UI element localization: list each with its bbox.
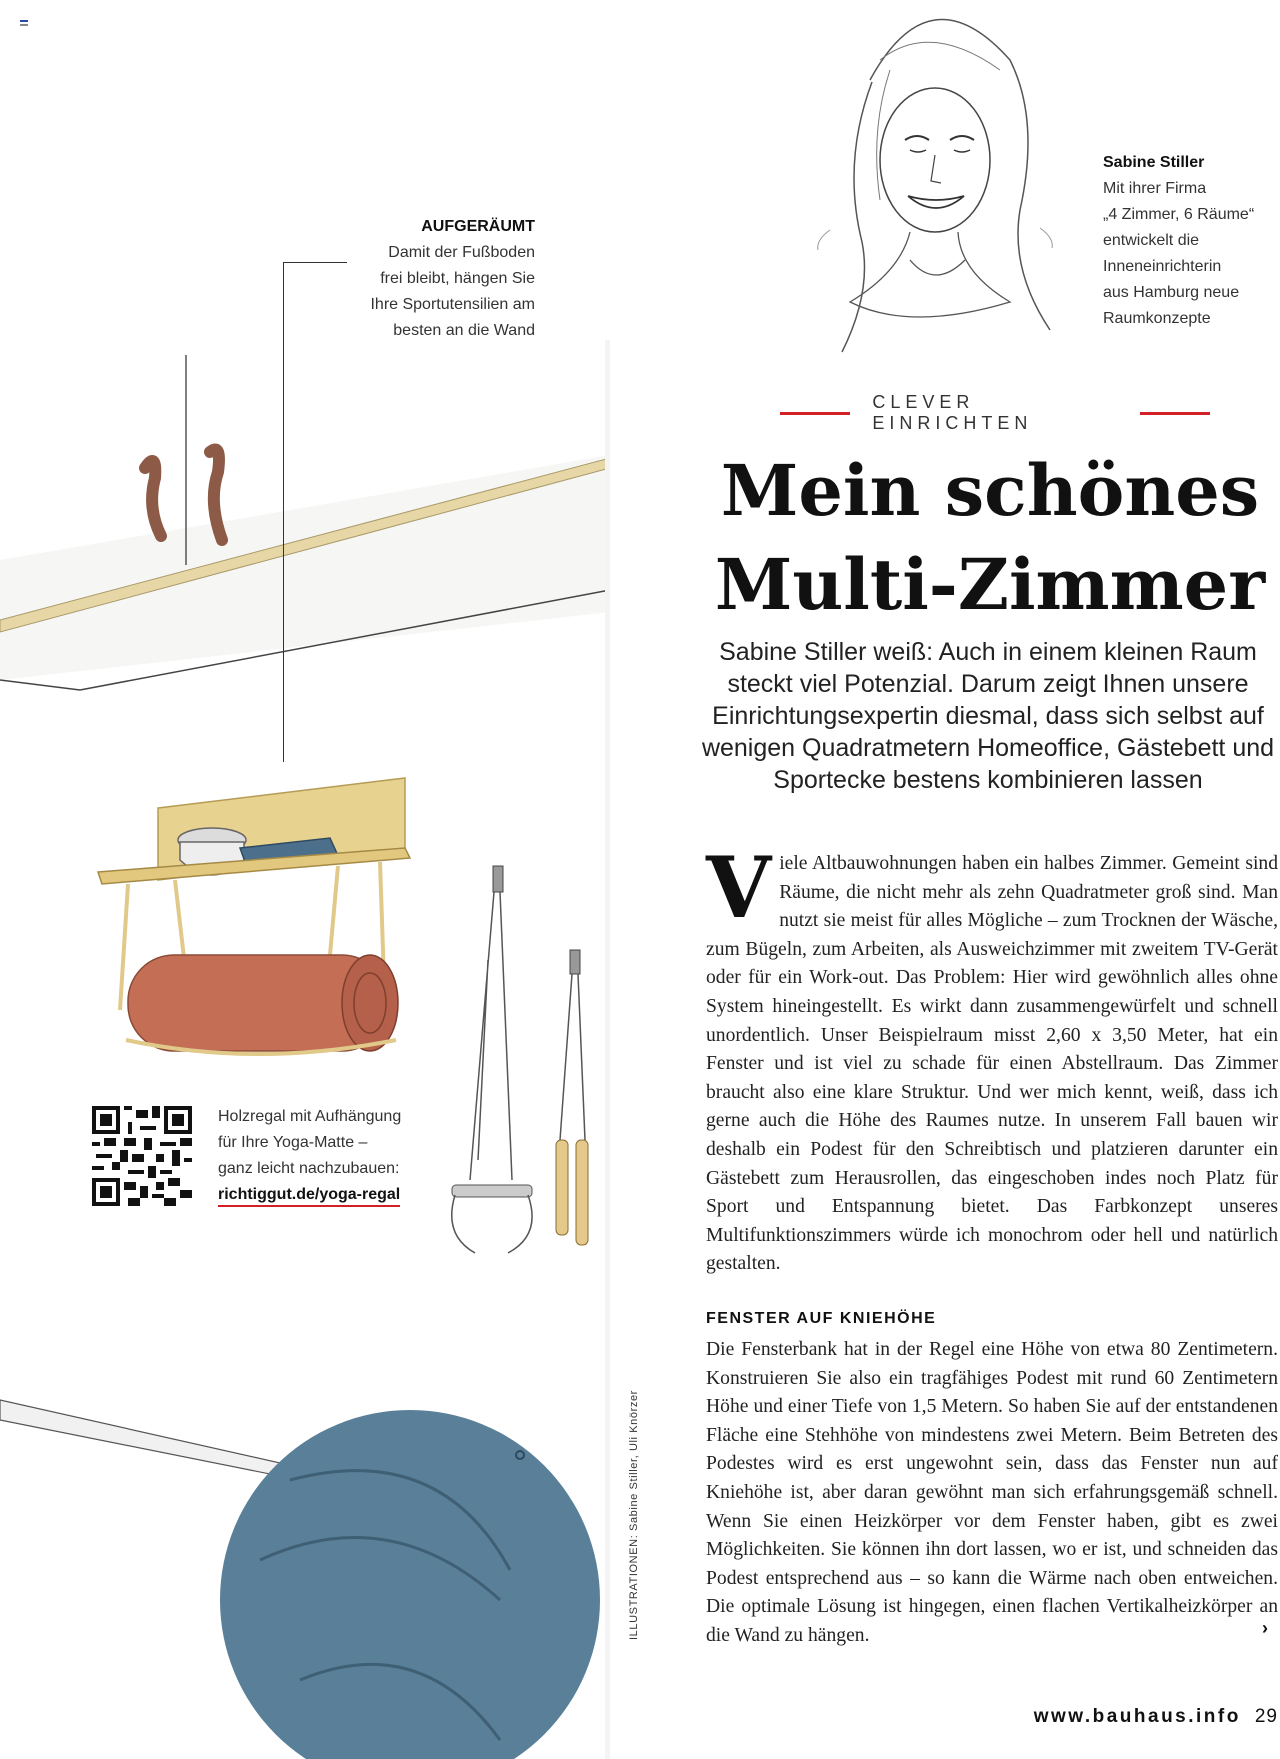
author-name: Sabine Stiller [1103,154,1205,171]
footer-site-link[interactable]: www.bauhaus.info [1033,1706,1241,1727]
callout-line: Ihre Sportutensilien am [370,296,535,313]
callout-line: frei bleibt, hängen Sie [380,270,535,287]
drop-cap: V [706,838,772,937]
page-footer [778,1706,1280,1728]
callout-aufgeraeumt [340,214,535,344]
body-paragraph: iele Altbauwohnungen haben ein halbes Zimmer. Gemeint sind Räume, die nicht mehr als zehn Quadratmeter groß sind. Man nutzt sie meist für alles Mögliche – zum Trocknen der Wäsche, zum Bügeln, zum Arbeiten, als Ausweichzimmer mit zweitem TV-Gerät oder für ein Work-out. Das Problem: Hier wird gewöhnlich alles ohne System hineingestellt. Es wirkt dann zusammengewürfelt und schnell unordentlich. Unser Beispielraum misst 2,60 x 3,50 Meter, hat ein Fenster und ist viel zu schade für einen Abstellraum. Das Zimmer braucht also eine klare Struktur. Und wer mich kennt, weiß, dass ich gerne auch die Höhe des Raumes nutze. In unserem Fall bauen wir deshalb ein Podest für den Schreibtisch und platzieren darunter ein Gästebett zum Herausrollen, das eingeschoben indes noch Platz für Sport und Entspannung bietet. Das Farbkonzept unseres Multifunktionszimmers würde ich monochrom oder hell und natürlich gestalten. [706,853,1278,1275]
callout-heading: AUFGERÄUMT [421,218,535,235]
continue-arrow-icon: › [1262,1618,1268,1638]
credit-text: ILLUSTRATIONEN: Sabine Stiller, Uli Knörzer [628,1390,640,1640]
kicker-rule-left [780,412,850,415]
author-portrait-sketch [800,0,1060,360]
qr-caption-line: Holzregal mit Aufhängung [218,1108,402,1125]
author-line: aus Hamburg neue [1103,284,1240,301]
callout-line: Damit der Fußboden [388,244,535,261]
qr-caption [218,1104,428,1208]
author-line: Inneneinrichterin [1103,258,1222,275]
author-line: entwickelt die [1103,232,1200,249]
callout-connector-vertical [283,262,284,762]
qr-caption-line: ganz leicht nachzubauen: [218,1160,400,1177]
article-body-section: Die Fensterbank hat in der Regel eine Höhe von etwa 80 Zentimetern. Konstruieren Sie also ein tragfähiges Podest mit rund 60 Zentimetern Höhe und einer Tiefe von 1,5 Metern. So haben Sie auf der entstandenen Fläche eine Stehhöhe von mindestens zwei Metern. Beim Betreten des Podestes wird es erst ungewohnt sein, dass das Fenster nun auf Kniehöhe ist, aber daran gewöhnt man sich erfahrungsgemäß schnell. Wenn Sie einen Heizkörper vor dem Fenster haben, gibt es zwei Möglichkeiten. Sie können ihn dort lassen, wo er ist, und schneiden das Podest entsprechend aus – so kann die Wärme nach oben entweichen. Die optimale Lösung ist hingegen, einen flachen Vertikalheizkörper an die Wand zu hängen. [706,1339,1278,1646]
yoga-regal-link[interactable]: richtiggut.de/yoga-regal [218,1186,400,1207]
callout-connector [283,262,347,263]
illustration-credit [628,1380,648,1640]
article-subtitle: Sabine Stiller weiß: Auch in einem kleinen Raum steckt viel Potenzial. Darum zeigt Ihnen unsere Einrichtungsexpertin diesmal, dass sich selbst auf wenigen Quadratmetern Homeoffice, Gästebett und Sportecke bestens kombinieren lassen [701,638,1275,794]
kicker-text: CLEVER EINRICHTEN [872,392,1033,433]
title-line-1: Mein schönes [720,449,1260,532]
author-info [1103,150,1273,332]
kicker-rule-right [1140,412,1210,415]
flag-icon [20,20,28,28]
article-body-intro [706,838,1278,1279]
page-number: 29 [1254,1706,1278,1727]
qr-code[interactable] [92,1106,192,1206]
article-title [700,444,1280,632]
title-line-2: Multi-Zimmer [714,543,1266,626]
author-line: Raumkonzepte [1103,310,1211,327]
author-line: Mit ihrer Firma [1103,180,1207,197]
section-heading: FENSTER AUF KNIEHÖHE [706,1310,937,1327]
callout-line: besten an die Wand [393,322,535,339]
sport-corner-illustration [0,340,610,1759]
qr-caption-line: für Ihre Yoga-Matte – [218,1134,368,1151]
kicker [780,392,1210,433]
author-line: „4 Zimmer, 6 Räume“ [1103,206,1255,223]
